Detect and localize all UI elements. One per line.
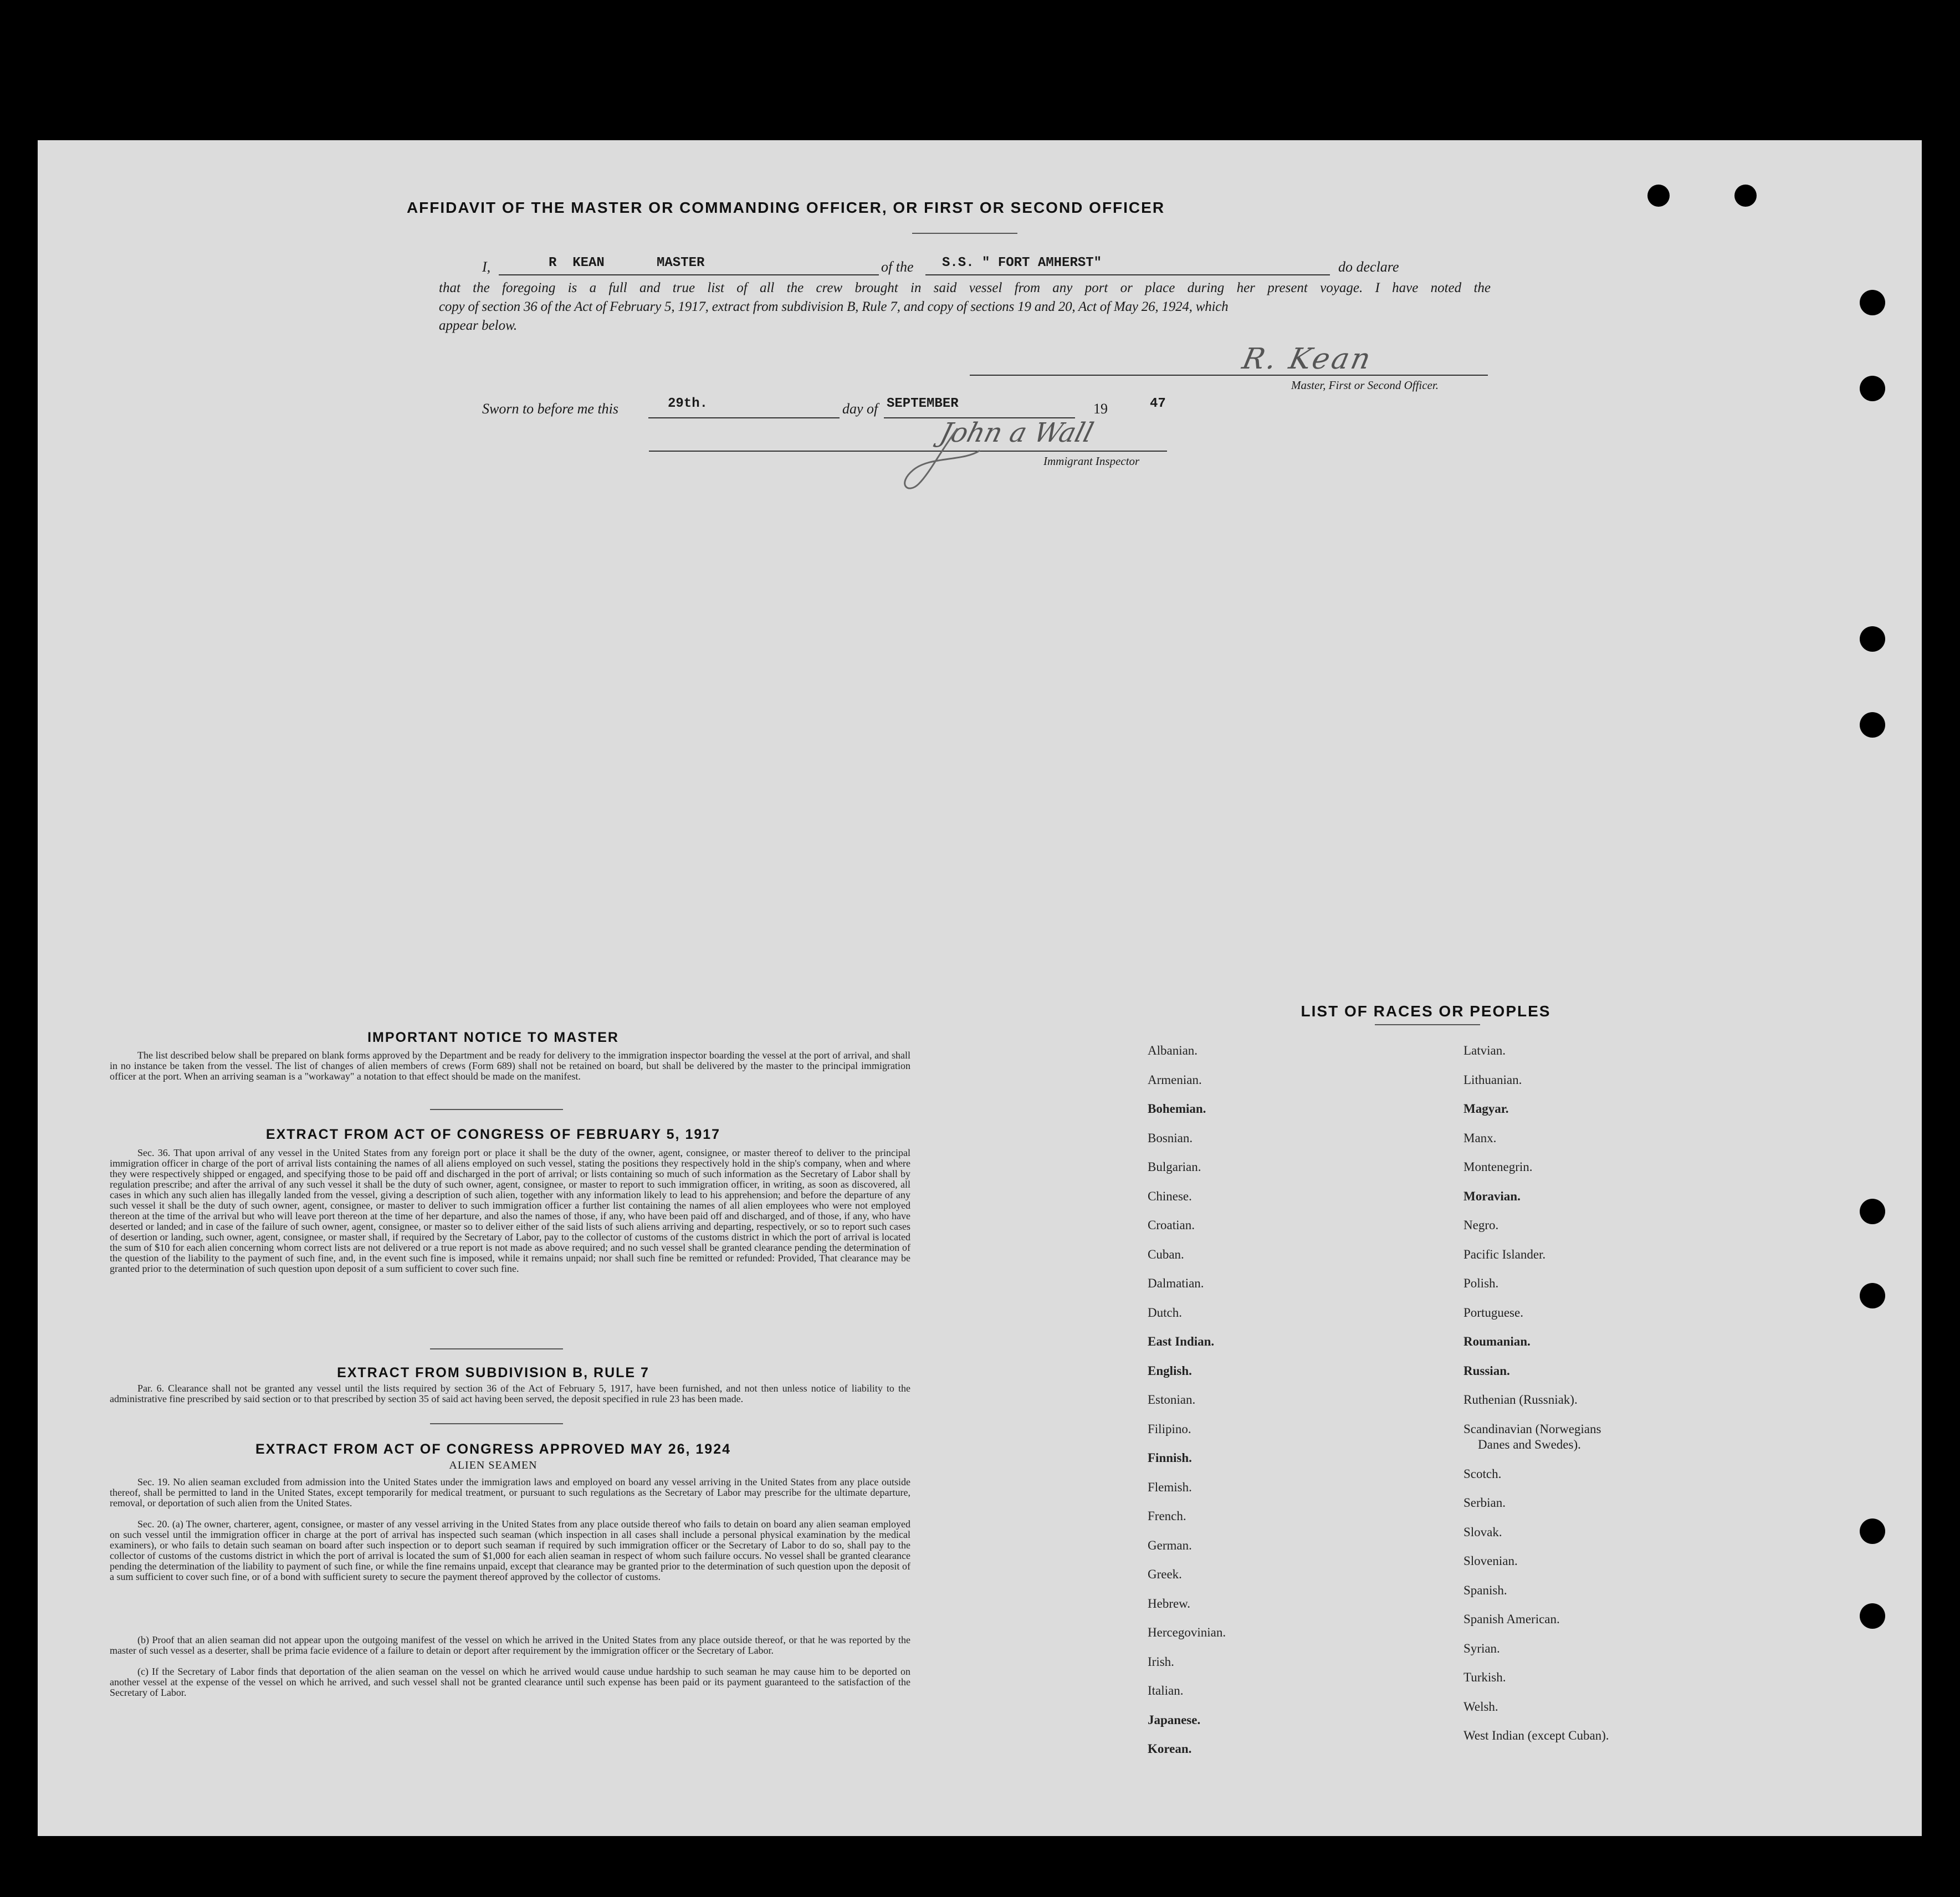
race-item: Magyar. (1463, 1102, 1509, 1116)
race-item: Finnish. (1148, 1451, 1192, 1465)
extract-1924-subtitle: ALIEN SEAMEN (449, 1459, 538, 1471)
extract-1917-text: Sec. 36. That upon arrival of any vessel in the United States from any foreign port or place it shall be the duty of the owner, agent, consignee, or master thereof to deliver to the principal immigration officer in charge of the port of arrival lists containing the names of all aliens employed on such vessel, stating the positions they respectively hold in the ship's company, when and where they were respectively shipped or engaged, and specifying those to be paid off and discharged in the port of arrival; or lists containing so much of such information as the Secretary of Labor shall by regulation prescribe; and after the arrival of any such vessel it shall be the duty of such owner, agent, consignee, or master to report to such immigration officer, in writing, as soon as discovered, all cases in which any such alien has illegally landed from the vessel, giving a description of such alien, together with any information likely to lead to his apprehension; and before the departure of any such vessel it shall be the duty of such owner, agent, consignee, or master to deliver to such immigration officer a further list containing the names of all alien employees who were not employed thereon at the time of the arrival but who will leave port thereon at the time of her departure, and also the names of those, if any, who have been paid off and discharged, and of those, if any, who have deserted or landed; and in case of the failure of such owner, agent, consignee, or master so to deliver either of the said lists of such aliens arriving and departing, respectively, or so to report such cases of desertion or landing, such owner, agent, consignee, or master shall, if required by the Secretary of Labor, pay to the collector of customs of the customs district in which the port of arrival is located the sum of $10 for each alien concerning whom correct lists are not delivered or a true report is not made as above required; and no such vessel shall be granted clearance pending the determination of the question of the liability to the payment of such fine, and, in the event such fine is imposed, while it remains unpaid; nor shall such fine be remitted or refunded: Provided, That clearance may be granted prior to the determination of such question upon deposit of a sum sufficient to cover such fine. (110, 1147, 910, 1274)
race-item: Turkish. (1463, 1670, 1506, 1684)
race-item: Roumanian. (1463, 1334, 1531, 1348)
races-title: LIST OF RACES OR PEOPLES (1301, 1003, 1551, 1020)
do-declare-label: do declare (1338, 259, 1399, 275)
race-item: Bulgarian. (1148, 1160, 1201, 1174)
extract-rule7-text: Par. 6. Clearance shall not be granted any vessel until the lists required by section 36 of the Act of February 5, 1917, have been furnished, and not then unless notice of liability to the administrative fine prescribed by said section or to that prescribed by section 35 of said act having been served, the deposit specified in rule 23 has been made. (110, 1383, 910, 1404)
race-item: Moravian. (1463, 1189, 1521, 1203)
sworn-label: Sworn to before me this (482, 401, 619, 417)
race-item: Albanian. (1148, 1044, 1198, 1057)
year-suffix: 47 (1150, 396, 1166, 411)
race-item: Scotch. (1463, 1466, 1502, 1481)
race-item: Flemish. (1148, 1480, 1192, 1494)
race-item: Irish. (1148, 1654, 1174, 1669)
divider (430, 1109, 563, 1110)
race-item: Ruthenian (Russniak). (1463, 1393, 1578, 1407)
race-item: Polish. (1463, 1276, 1499, 1290)
master-name: R KEAN (549, 255, 605, 270)
punch-hole (1860, 1518, 1885, 1544)
race-item: East Indian. (1148, 1334, 1215, 1348)
master-signature: R. Kean (1239, 342, 1376, 376)
punch-hole (1860, 626, 1885, 652)
races-right-column (1463, 1044, 1818, 1897)
body-line-1: that the foregoing is a full and true list of all the crew brought in said vessel from any port or place during her present voyage. I have noted the (439, 280, 1491, 295)
race-item: Danes and Swedes). (1478, 1438, 1581, 1451)
race-item: Dalmatian. (1148, 1276, 1204, 1290)
divider (1375, 1024, 1480, 1025)
race-item: Estonian. (1148, 1393, 1196, 1407)
race-item: Spanish. (1463, 1583, 1507, 1597)
year-prefix: 19 (1093, 401, 1108, 417)
race-item: Scandinavian (Norwegians (1463, 1422, 1601, 1436)
race-item: Spanish American. (1463, 1612, 1560, 1626)
notice-text: The list described below shall be prepared on blank forms approved by the Department and be ready for delivery to the immigration inspector boarding the vessel at the port of arrival, and shall in no instance be taken from the vessel. The list of changes of alien members of crews (Form 689) shall not be retained on board, but shall be delivered by the master to the principal immigration officer at the port. When an arriving seaman is a "workaway" a notation to that effect should be made on the manifest. (110, 1050, 910, 1082)
race-item: English. (1148, 1363, 1192, 1378)
extract-1917-title: EXTRACT FROM ACT OF CONGRESS OF FEBRUARY 5, 1917 (265, 1127, 721, 1142)
master-rank: MASTER (657, 255, 705, 270)
race-item: French. (1148, 1509, 1186, 1523)
race-item: Pacific Islander. (1463, 1247, 1546, 1261)
affidavit-line-1 (482, 257, 1524, 277)
race-item: Chinese. (1148, 1189, 1192, 1203)
signature-flourish (897, 417, 996, 500)
affidavit-body (439, 279, 1491, 335)
notice-title: IMPORTANT NOTICE TO MASTER (367, 1030, 619, 1045)
body-line-3: appear below. (439, 318, 518, 333)
race-item: Bohemian. (1148, 1102, 1206, 1116)
race-item: German. (1148, 1538, 1192, 1552)
race-item: Syrian. (1463, 1641, 1500, 1655)
punch-hole (1860, 1603, 1885, 1629)
extract-1924-title: EXTRACT FROM ACT OF CONGRESS APPROVED MAY 26, 1924 (255, 1441, 731, 1457)
race-item: Hebrew. (1148, 1596, 1191, 1610)
race-item: Croatian. (1148, 1218, 1195, 1232)
race-item: Korean. (1148, 1742, 1192, 1756)
divider (430, 1348, 563, 1349)
master-caption: Master, First or Second Officer. (1291, 379, 1439, 392)
race-item: Serbian. (1463, 1496, 1506, 1510)
day-of-label: day of (842, 401, 878, 417)
race-item: Slovak. (1463, 1525, 1502, 1539)
sec19-text: Sec. 19. No alien seaman excluded from admission into the United States under the immigration laws and employed on board any vessel arriving in the United States from any place outside thereof, shall be permitted to land in the United States, except temporarily for medical treatment, or pursuant to such regulations as the Secretary of Labor may prescribe for the ultimate departure, removal, or deportation of such alien from the United States. (110, 1476, 910, 1509)
race-item: Latvian. (1463, 1044, 1506, 1057)
race-item: Russian. (1463, 1363, 1510, 1378)
divider (430, 1423, 563, 1424)
race-item: Filipino. (1148, 1422, 1191, 1436)
punch-hole (1860, 1199, 1885, 1224)
race-item: Japanese. (1148, 1712, 1201, 1727)
affidavit-title: AFFIDAVIT OF THE MASTER OR COMMANDING OFFICER, OR FIRST OR SECOND OFFICER (406, 199, 1165, 216)
sec20b-text: (b) Proof that an alien seaman did not appear upon the outgoing manifest of the vessel on which he arrived in the United States from any place outside thereof, or that he was reported by the master of such vessel as a deserter, shall be prima facie evidence of a failure to detain or deport after requirement by the immigration officer or the Secretary of Labor. (110, 1634, 910, 1656)
punch-hole (1734, 185, 1757, 207)
punch-hole (1860, 376, 1885, 401)
sworn-day: 29th. (668, 396, 708, 411)
sec20c-text: (c) If the Secretary of Labor finds that deportation of the alien seaman on the vessel on which he arrived would cause undue hardship to such seaman he may cause him to be deported on another vessel at the expense of the vessel on which he arrived, and such vessel shall not be granted clearance until such expense has been paid or its payment guaranteed to the satisfaction of the Secretary of Labor. (110, 1666, 910, 1698)
master-signature-line (970, 375, 1488, 376)
race-item: Armenian. (1148, 1072, 1202, 1087)
race-item: Greek. (1148, 1567, 1182, 1581)
inspector-signature: John a Wall (936, 417, 1097, 448)
race-item: Lithuanian. (1463, 1072, 1522, 1087)
race-item: Manx. (1463, 1131, 1497, 1145)
race-item: Negro. (1463, 1218, 1499, 1232)
i-label: I, (482, 259, 491, 275)
sec20a-text: Sec. 20. (a) The owner, charterer, agent, consignee, or master of any vessel arriving in the United States from any place outside thereof who fails to detain on board any alien seaman employed on such vessel until the immigration officer in charge at the port of arrival has inspected such seaman (which inspection in all cases shall include a personal physical examination by the medical examiners), or who fails to detain such seaman on board after such inspection or to deport such seaman if required by such immigration officer or the Secretary of Labor to do so, shall pay to the collector of customs of the customs district in which the port of arrival is located the sum of $1,000 for each alien seaman in respect of whom such failure occurs. No vessel shall be granted clearance pending the determination of the liability to payment of such fine, or while the fine remains unpaid, except that clearance may be granted prior to the determination of such question upon the deposit of a sum sufficient to cover such fine, or of a bond with sufficient surety to secure the payment thereof approved by the collector of customs. (110, 1518, 910, 1582)
form-page (38, 140, 1922, 1836)
race-item: Hercegovinian. (1148, 1625, 1226, 1639)
race-item: Dutch. (1148, 1305, 1182, 1320)
sworn-line (482, 395, 1225, 420)
race-item: Portuguese. (1463, 1305, 1523, 1320)
sworn-month: SEPTEMBER (887, 396, 959, 411)
punch-hole (1860, 290, 1885, 315)
divider (912, 233, 1017, 234)
race-item: Bosnian. (1148, 1131, 1193, 1145)
race-item: Slovenian. (1463, 1554, 1518, 1568)
body-line-2: copy of section 36 of the Act of February 5, 1917, extract from subdivision B, Rule 7, and copy of sections 19 and 20, Act of May 26, 1924, which (439, 299, 1229, 314)
punch-hole (1860, 1283, 1885, 1308)
race-item: Italian. (1148, 1684, 1184, 1697)
races-left-column (1148, 1044, 1425, 1897)
race-item: Cuban. (1148, 1247, 1184, 1261)
punch-hole (1860, 712, 1885, 738)
inspector-caption: Immigrant Inspector (1043, 454, 1140, 468)
of-the-label: of the (881, 259, 914, 275)
punch-hole (1647, 185, 1670, 207)
race-item: Montenegrin. (1463, 1160, 1533, 1174)
vessel-name: S.S. " FORT AMHERST" (942, 255, 1102, 270)
race-item: West Indian (except Cuban). (1463, 1729, 1609, 1742)
extract-rule7-title: EXTRACT FROM SUBDIVISION B, RULE 7 (337, 1365, 649, 1380)
race-item: Welsh. (1463, 1699, 1498, 1714)
